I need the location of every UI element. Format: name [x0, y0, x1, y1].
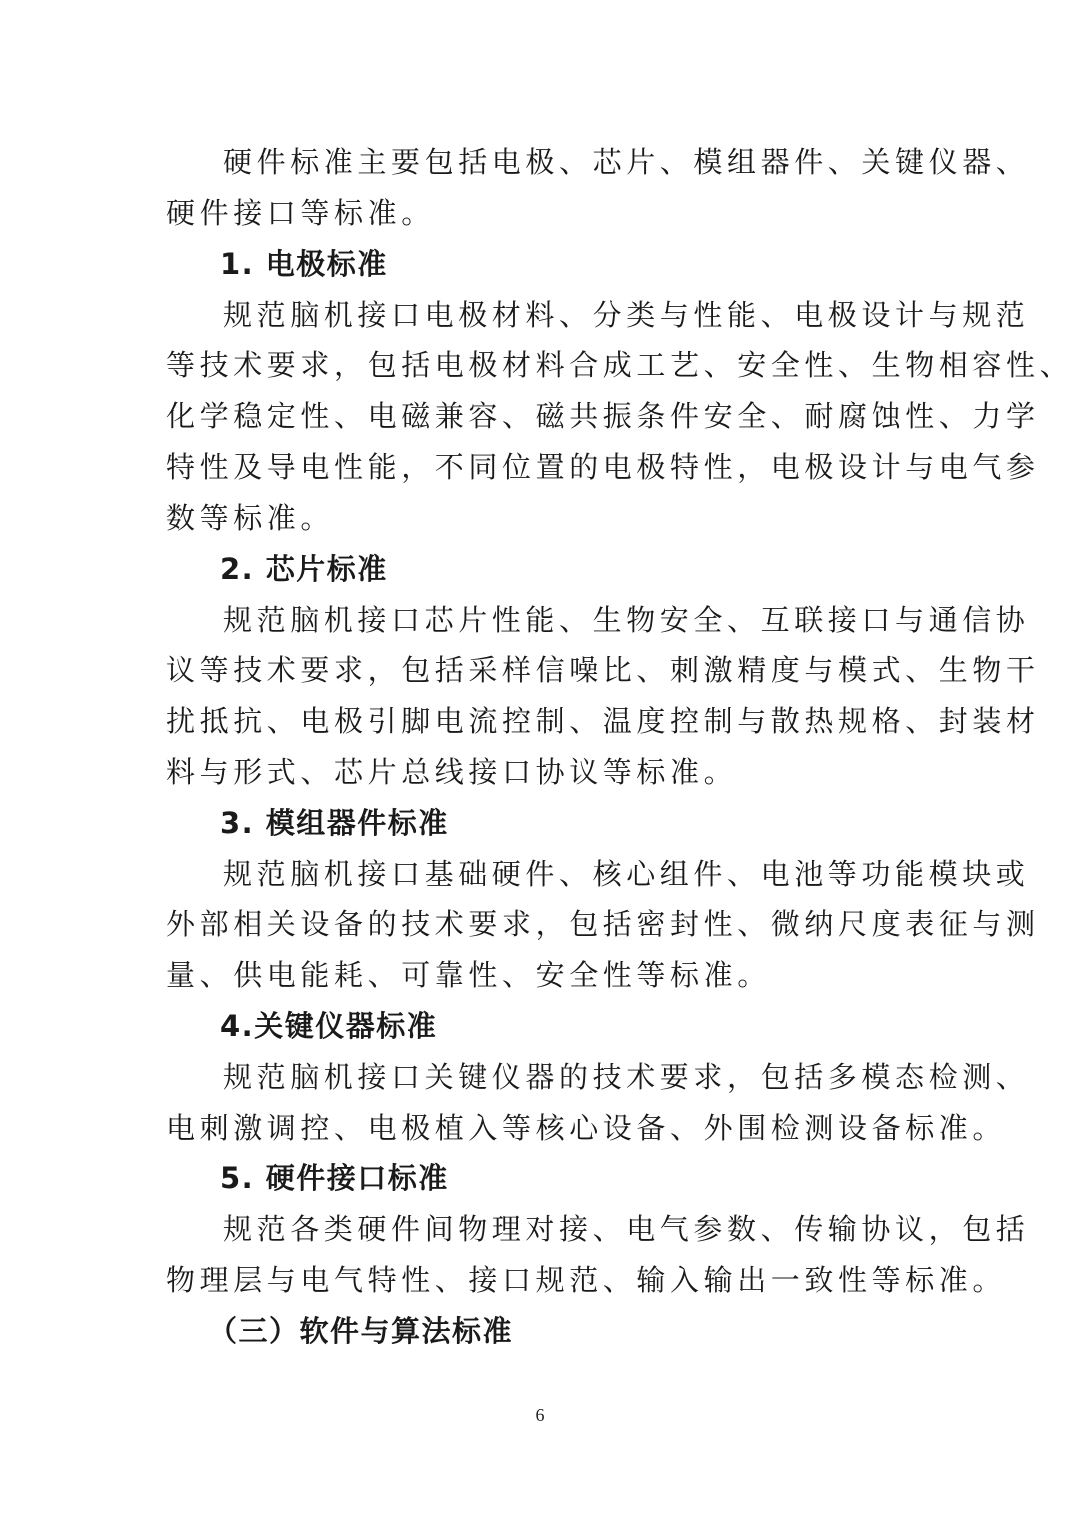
- paragraph-line: 扰抵抗、电极引脚电流控制、温度控制与散热规格、封装材: [166, 704, 1040, 738]
- paragraph-line: 议等技术要求，包括采样信噪比、刺激精度与模式、生物干: [166, 653, 1040, 687]
- paragraph-line: 规范各类硬件间物理对接、电气参数、传输协议，包括: [223, 1212, 1030, 1246]
- paragraph-line: 外部相关设备的技术要求，包括密封性、微纳尺度表征与测: [166, 907, 1040, 941]
- paragraph-line: 量、供电能耗、可靠性、安全性等标准。: [166, 958, 771, 992]
- paragraph-line: 电刺激调控、电极植入等核心设备、外围检测设备标准。: [166, 1111, 1007, 1145]
- paragraph-line: 物理层与电气特性、接口规范、输入输出一致性等标准。: [166, 1263, 1007, 1297]
- paragraph-line: 规范脑机接口电极材料、分类与性能、电极设计与规范: [223, 298, 1030, 332]
- paragraph-line: 等技术要求，包括电极材料合成工艺、安全性、生物相容性、: [166, 348, 1074, 382]
- section-heading: 3. 模组器件标准: [220, 806, 449, 840]
- paragraph-line: 硬件标准主要包括电极、芯片、模组器件、关键仪器、: [223, 145, 1030, 179]
- section-heading: 4.关键仪器标准: [220, 1009, 438, 1043]
- paragraph-line: 规范脑机接口关键仪器的技术要求，包括多模态检测、: [223, 1060, 1030, 1094]
- paragraph-line: 料与形式、芯片总线接口协议等标准。: [166, 755, 738, 789]
- section-heading: 5. 硬件接口标准: [220, 1161, 449, 1195]
- paragraph-line: 特性及导电性能，不同位置的电极特性，电极设计与电气参: [166, 450, 1040, 484]
- next-section-heading: （三）软件与算法标准: [208, 1314, 514, 1348]
- paragraph-line: 规范脑机接口芯片性能、生物安全、互联接口与通信协: [223, 603, 1030, 637]
- paragraph-line: 数等标准。: [166, 501, 335, 535]
- paragraph-line: 规范脑机接口基础硬件、核心组件、电池等功能模块或: [223, 857, 1030, 891]
- page-number: 6: [535, 1405, 545, 1425]
- section-heading: 1. 电极标准: [220, 247, 388, 281]
- paragraph-line: 硬件接口等标准。: [166, 196, 435, 230]
- section-heading: 2. 芯片标准: [220, 552, 388, 586]
- paragraph-line: 化学稳定性、电磁兼容、磁共振条件安全、耐腐蚀性、力学: [166, 399, 1040, 433]
